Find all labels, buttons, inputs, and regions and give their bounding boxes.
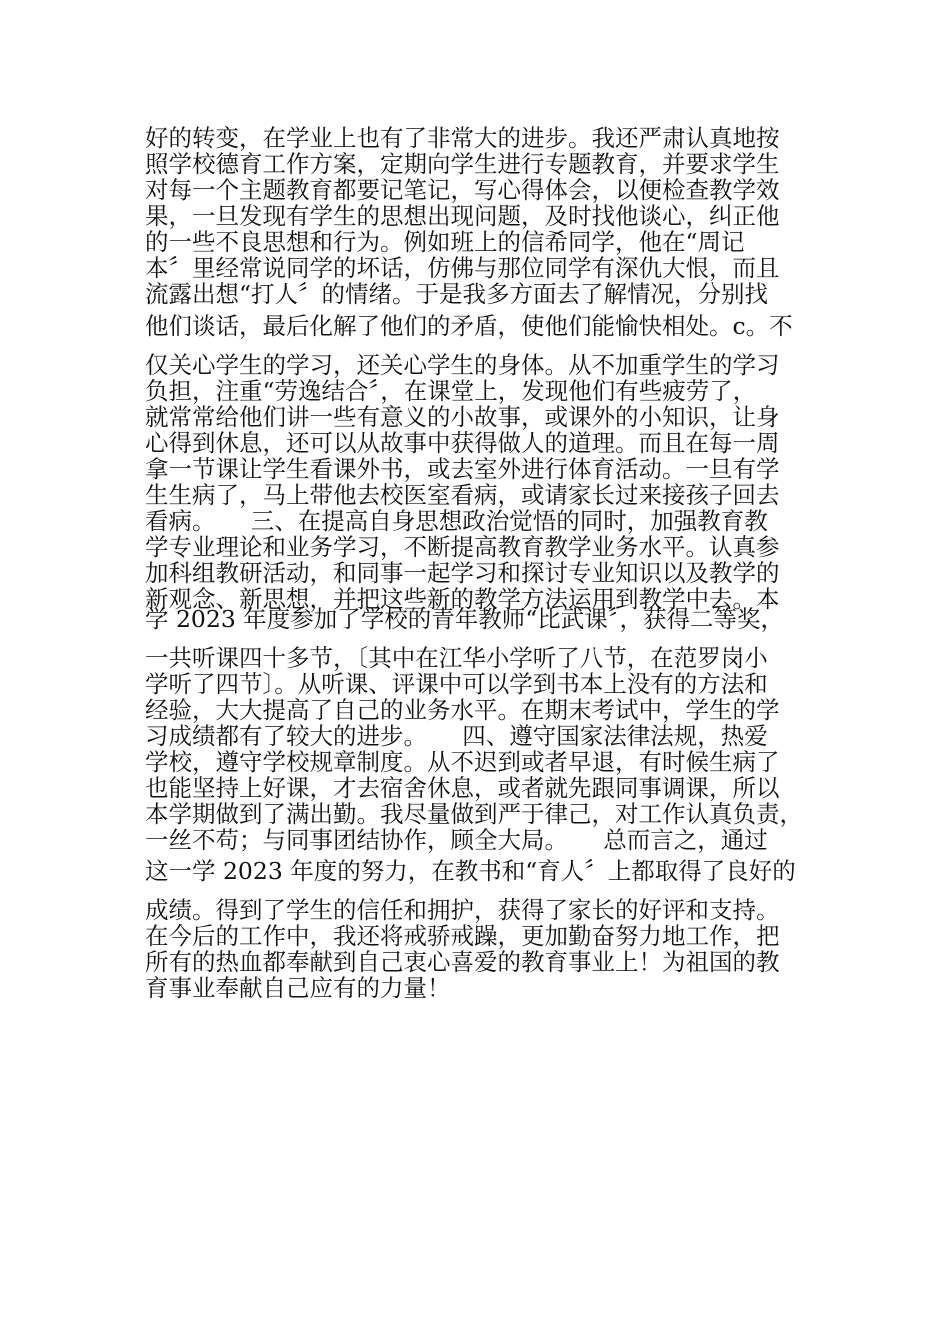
text-line: 新观念、新思想，并把这些新的教学方法运用到教学中去。本 <box>145 585 780 613</box>
paragraph-block <box>145 897 825 1001</box>
text-line: 加科组教研活动，和同事一起学习和探讨专业知识以及教学的 <box>145 559 780 587</box>
text-line: 的一些不良思想和行为。例如班上的信希同学，他在“周记 <box>145 228 745 256</box>
text-line: 本〞里经常说同学的坏话，仿佛与那位同学有深仇大恨，而且 <box>145 254 780 282</box>
text-line: 经验，大大提高了自己的业务水平。在期末考试中，学生的学 <box>145 696 780 724</box>
text-line: 好的转变，在学业上也有了非常大的进步。我还严肃认真地按 <box>145 124 780 152</box>
text-line: 在今后的工作中，我还将戒骄戒躁，更加勤奋努力地工作，把 <box>145 922 780 950</box>
text-line: 心得到休息，还可以从故事中获得做人的道理。而且在每一周 <box>145 429 780 457</box>
text-line: 对每一个主题教育都要记笔记，写心得体会，以便检查教学效 <box>145 176 780 204</box>
paragraph-block <box>145 313 825 339</box>
text-line: 本学期做到了满出勤。我尽量做到严于律己，对工作认真负责， <box>145 800 803 828</box>
text-line: 果，一旦发现有学生的思想出现问题，及时找他谈心，纠正他 <box>145 202 780 230</box>
paragraph-block <box>145 858 825 884</box>
paragraph-block <box>145 606 825 632</box>
text-line: 所有的热血都奉献到自己衷心喜爱的教育事业上！为祖国的教 <box>145 948 780 976</box>
paragraph-block <box>145 352 825 612</box>
paragraph-block <box>145 125 825 307</box>
text-line: 就常常给他们讲一些有意义的小故事，或课外的小知识，让身 <box>145 403 780 431</box>
text-line: 学 2023 年度参加了学校的青年教师“比武课〞，获得二等奖， <box>145 605 785 633</box>
text-line: 学听了四节〕。从听课、评课中可以学到书本上没有的方法和 <box>145 670 768 698</box>
text-line: 学校，遵守学校规章制度。从不迟到或者早退，有时候生病了 <box>145 748 780 776</box>
text-line: 拿一节课让学生看课外书，或去室外进行体育活动。一旦有学 <box>145 455 780 483</box>
text-line: 育事业奉献自己应有的力量！ <box>145 974 451 1002</box>
text-line: 这一学 2023 年度的努力，在教书和“育人〞上都取得了良好的 <box>145 857 796 885</box>
text-line: 流露出想“打人〞的情绪。于是我多方面去了解情况，分别找 <box>145 280 769 308</box>
text-line: 仅关心学生的学习，还关心学生的身体。从不加重学生的学习 <box>145 351 780 379</box>
text-line: 成绩。得到了学生的信任和拥护，获得了家长的好评和支持。 <box>145 896 780 924</box>
text-line: 习成绩都有了较大的进步。 四、遵守国家法律法规，热爱 <box>145 722 768 750</box>
text-line: 照学校德育工作方案，定期向学生进行专题教育，并要求学生 <box>145 150 780 178</box>
text-line: 看病。 三、在提高自身思想政治觉悟的同时，加强教育教 <box>145 507 768 535</box>
text-line: 一共听课四十多节，〔其中在江华小学听了八节，在范罗岗小 <box>145 644 768 672</box>
text-line: 也能坚持上好课，才去宿舍休息，或者就先跟同事调课，所以 <box>145 774 780 802</box>
text-line: 他们谈话，最后化解了他们的矛盾，使他们能愉快相处。c。不 <box>145 312 793 340</box>
text-line: 学专业理论和业务学习，不断提高教育教学业务水平。认真参 <box>145 533 780 561</box>
text-line: 一丝不苟；与同事团结协作，顾全大局。 总而言之，通过 <box>145 826 768 854</box>
text-line: 生生病了，马上带他去校医室看病，或请家长过来接孩子回去 <box>145 481 780 509</box>
paragraph-block <box>145 645 825 853</box>
text-line: 负担，注重“劳逸结合〞，在课堂上，发现他们有些疲劳了， <box>145 377 757 405</box>
